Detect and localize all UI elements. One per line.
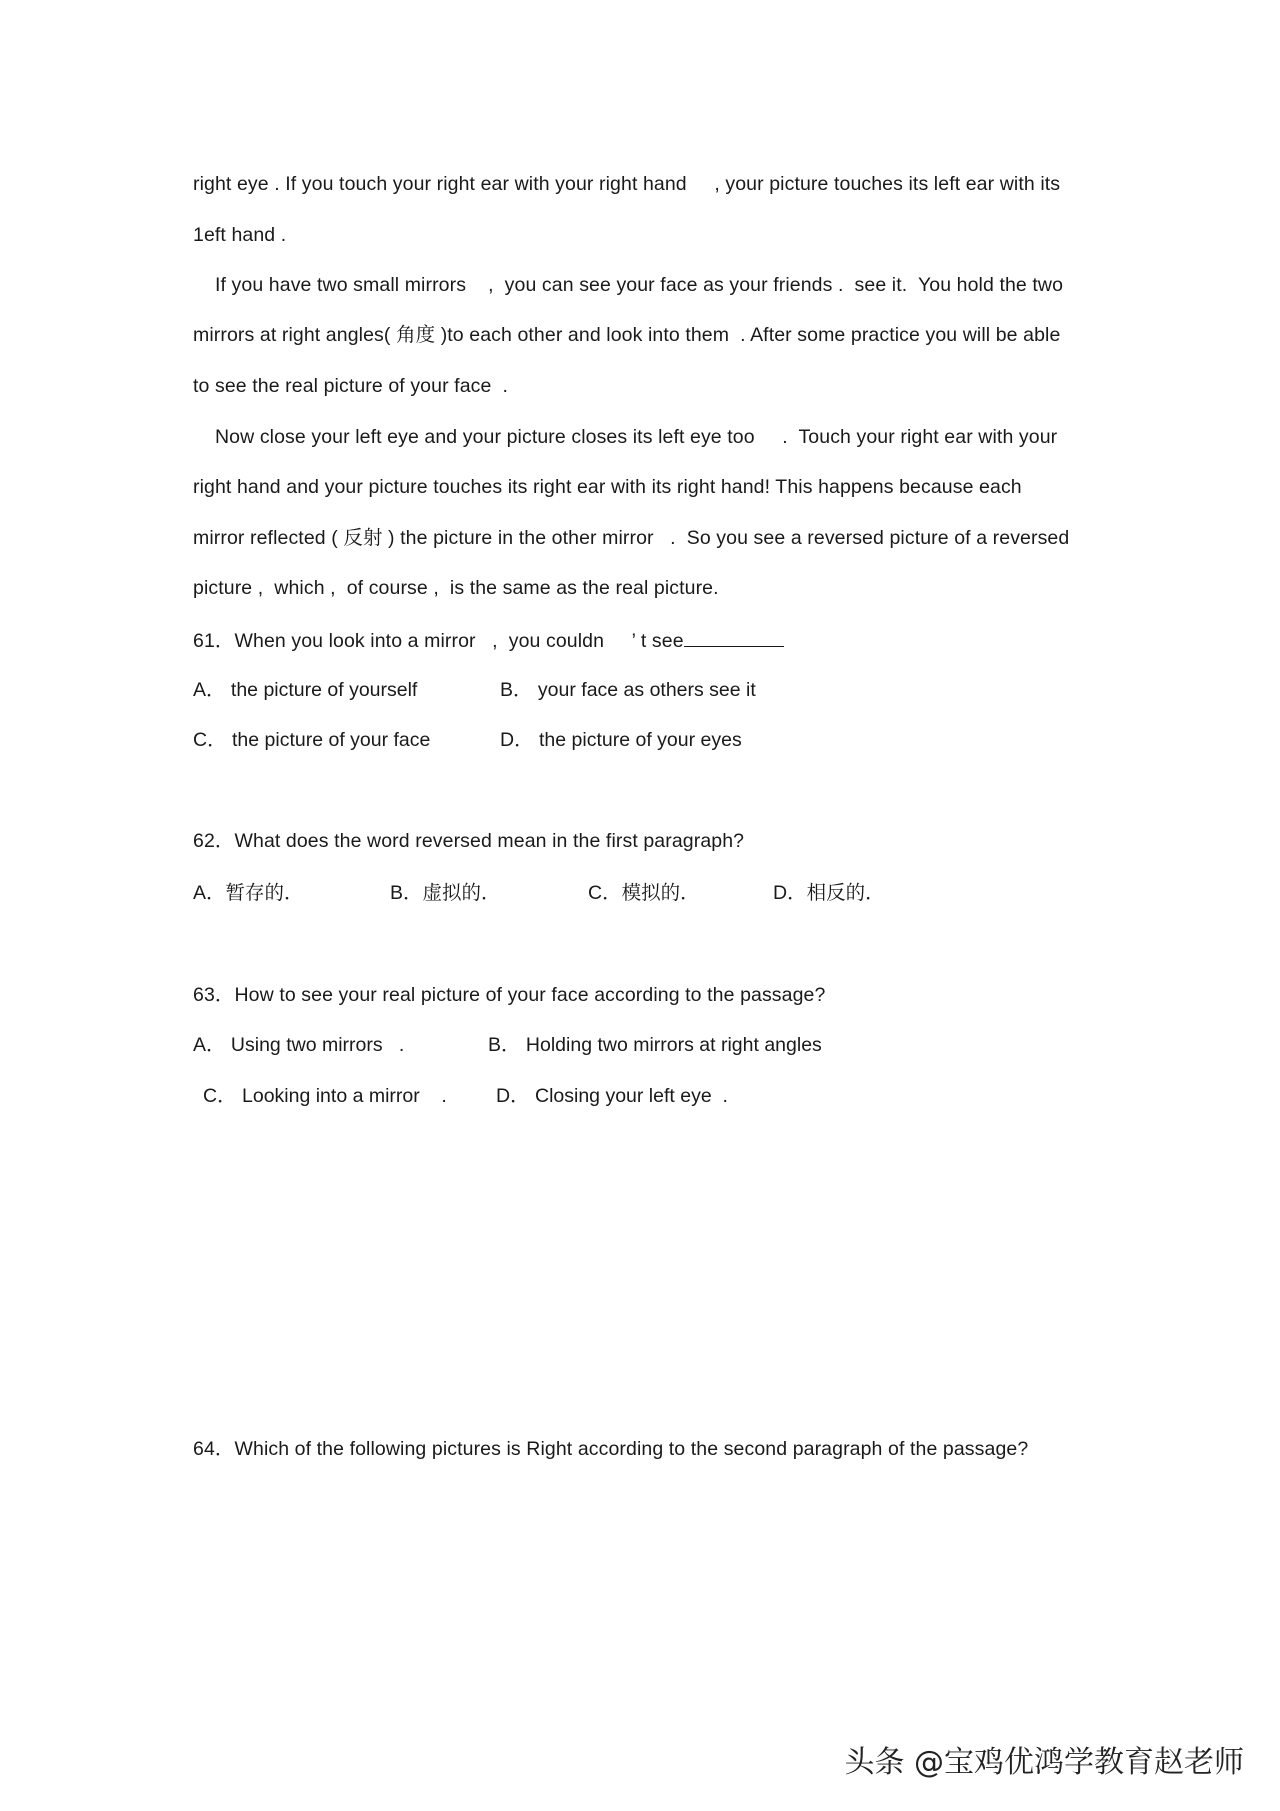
- question-61-option-d: D． the picture of your eyes: [500, 729, 742, 751]
- question-62-option-d: D．相反的．: [773, 882, 885, 904]
- question-61-prompt: [193, 626, 784, 654]
- question-61-option-a: A． the picture of yourself: [193, 679, 418, 701]
- watermark-text: 头条 @宝鸡优鸿学教育赵老师: [844, 1745, 1244, 1780]
- question-62-option-c: C．模拟的．: [588, 882, 700, 904]
- question-63-option-b: B． Holding two mirrors at right angles: [488, 1034, 822, 1056]
- passage-line-9: picture , which , of course , is the same as the real picture.: [193, 577, 719, 599]
- passage-line-2: 1eft hand .: [193, 224, 287, 246]
- question-64-prompt: 64．Which of the following pictures is Right according to the second paragraph of the passage?: [193, 1438, 1029, 1460]
- answer-blank: [684, 626, 784, 647]
- question-63-option-a: A． Using two mirrors .: [193, 1034, 405, 1056]
- question-63-option-c: C． Looking into a mirror .: [203, 1085, 447, 1107]
- question-62-option-b: B．虚拟的．: [390, 882, 501, 904]
- question-63-option-d: D． Closing your left eye .: [496, 1085, 728, 1107]
- question-62-prompt: 62．What does the word reversed mean in the first paragraph?: [193, 830, 745, 852]
- question-63-prompt: 63．How to see your real picture of your face according to the passage?: [193, 984, 826, 1006]
- passage-line-5: to see the real picture of your face .: [193, 375, 508, 397]
- passage-line-1: right eye . If you touch your right ear with your right hand , your picture touches its left ear with its: [193, 173, 1061, 195]
- question-61-option-c: C． the picture of your face: [193, 729, 431, 751]
- passage-line-7: right hand and your picture touches its right ear with its right hand! This happens because each: [193, 476, 1022, 498]
- question-62-option-a: A．暂存的．: [193, 882, 304, 904]
- question-61-text: 61．When you look into a mirror , you couldn ’ t see: [193, 630, 684, 652]
- passage-line-6: Now close your left eye and your picture closes its left eye too . Touch your right ear with your: [215, 426, 1058, 448]
- passage-line-3: If you have two small mirrors , you can see your face as your friends . see it. You hold the two: [215, 274, 1064, 296]
- passage-line-8: mirror reflected ( 反射 ) the picture in the other mirror . So you see a reversed picture of a reversed: [193, 527, 1070, 549]
- passage-line-4: mirrors at right angles( 角度 )to each other and look into them . After some practice you will be able: [193, 324, 1061, 346]
- question-61-option-b: B． your face as others see it: [500, 679, 756, 701]
